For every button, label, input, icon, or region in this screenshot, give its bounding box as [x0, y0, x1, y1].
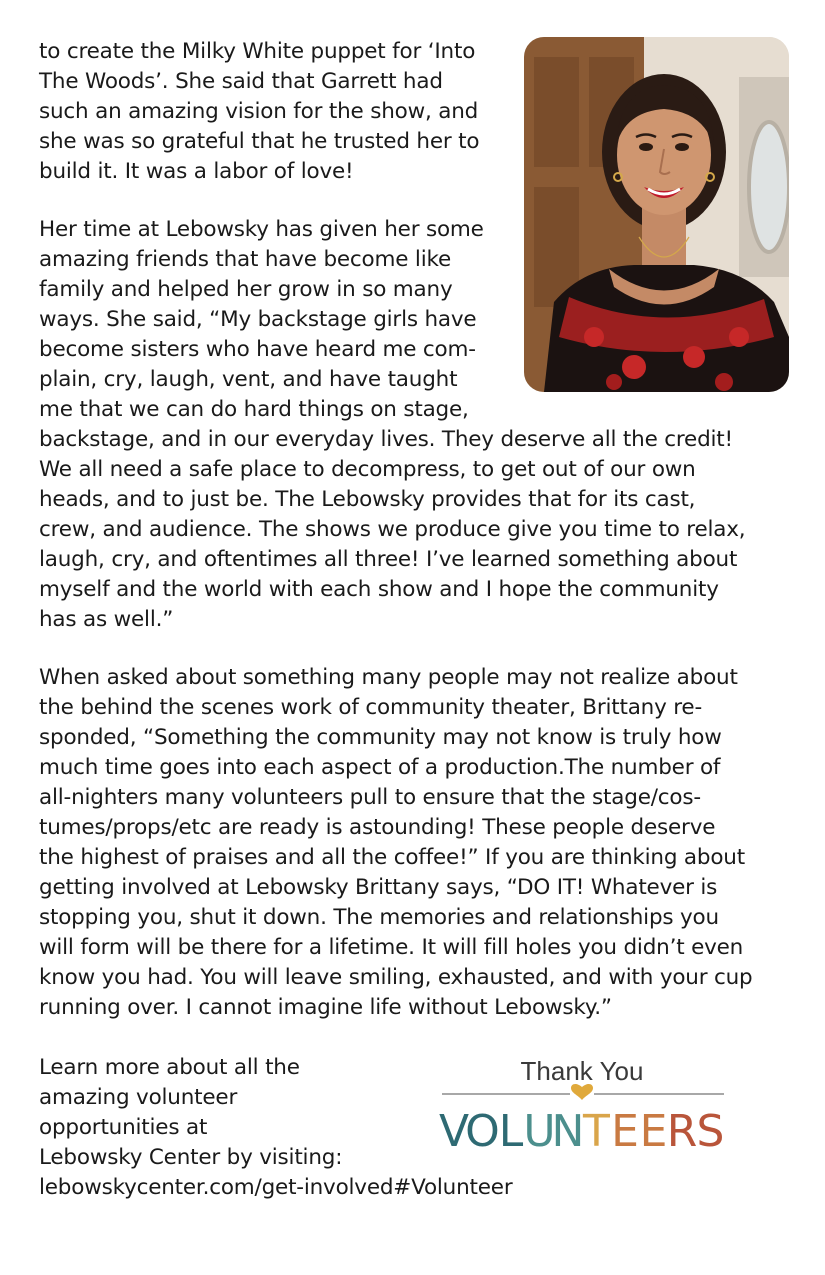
intro-line: build it. It was a labor of love!	[39, 159, 354, 184]
logo-letter: L	[498, 1106, 524, 1157]
paragraph-line: ways. She said, “My backstage girls have	[39, 307, 477, 332]
paragraph-line: tumes/props/etc are ready is astounding! These people deserve	[39, 815, 716, 840]
intro-line: she was so grateful that he trusted her to	[39, 129, 480, 154]
paragraph-line: myself and the world with each show and I hope the community	[39, 577, 719, 602]
footer-line: opportunities at	[39, 1115, 208, 1140]
logo-thank-you-text: Thank You	[520, 1056, 644, 1086]
paragraph-line: We all need a safe place to decompress, to get out of our own	[39, 457, 696, 482]
logo-letter: O	[465, 1106, 500, 1157]
logo-letter: N	[551, 1106, 585, 1157]
paragraph-line: all-nighters many volunteers pull to ensure that the stage/cos-	[39, 785, 701, 810]
logo-letter: E	[639, 1106, 668, 1157]
paragraph-line: When asked about something many people may not realize about	[39, 665, 738, 690]
footer-line: amazing volunteer	[39, 1085, 238, 1110]
paragraph-line: me that we can do hard things on stage,	[39, 397, 469, 422]
portrait-illustration	[524, 37, 789, 392]
logo-graphic	[432, 1050, 732, 1160]
intro-line: to create the Milky White puppet for ‘Into	[39, 39, 476, 64]
logo-letter: V	[438, 1106, 470, 1157]
volunteer-link[interactable]: lebowskycenter.com/get-involved#Volunteer	[39, 1175, 513, 1200]
paragraph-line: getting involved at Lebowsky Brittany says, “DO IT! Whatever is	[39, 875, 718, 900]
volunteers-word	[439, 1106, 725, 1157]
logo-letter: E	[611, 1106, 639, 1157]
intro-line: The Woods’. She said that Garrett had	[39, 69, 443, 94]
intro-line: such an amazing vision for the show, and	[39, 99, 479, 124]
portrait-photo	[524, 37, 789, 392]
logo-letter: T	[583, 1106, 610, 1157]
logo-letter: S	[696, 1106, 725, 1157]
footer-line: Lebowsky Center by visiting:	[39, 1145, 343, 1170]
thank-you-volunteers-logo	[432, 1050, 732, 1160]
paragraph-line: stopping you, shut it down. The memories and relationships you	[39, 905, 719, 930]
paragraph-line: has as well.”	[39, 607, 174, 632]
paragraph-line: will form will be there for a lifetime. It will fill holes you didn’t even	[39, 935, 744, 960]
paragraph-line: become sisters who have heard me com-	[39, 337, 476, 362]
footer-line: Learn more about all the	[39, 1055, 300, 1080]
paragraph-line: laugh, cry, and oftentimes all three! I’ve learned something about	[39, 547, 738, 572]
paragraph-line: much time goes into each aspect of a production.The number of	[39, 755, 721, 780]
logo-letter: U	[523, 1106, 556, 1157]
paragraph-line: the behind the scenes work of community theater, Brittany re-	[39, 695, 703, 720]
paragraph-line: the highest of praises and all the coffee!” If you are thinking about	[39, 845, 745, 870]
paragraph-line: crew, and audience. The shows we produce give you time to relax,	[39, 517, 746, 542]
paragraph-line: heads, and to just be. The Lebowsky provides that for its cast,	[39, 487, 696, 512]
heart-icon	[571, 1084, 593, 1100]
paragraph-line: running over. I cannot imagine life without Lebowsky.”	[39, 995, 612, 1020]
paragraph-line: backstage, and in our everyday lives. They deserve all the credit!	[39, 427, 733, 452]
paragraph-line: sponded, “Something the community may not know is truly how	[39, 725, 722, 750]
logo-letter: R	[666, 1106, 698, 1157]
paragraph-line: amazing friends that have become like	[39, 247, 451, 272]
paragraph-line: family and helped her grow in so many	[39, 277, 453, 302]
paragraph-line: know you had. You will leave smiling, exhausted, and with your cup	[39, 965, 753, 990]
paragraph-line: plain, cry, laugh, vent, and have taught	[39, 367, 458, 392]
paragraph-line: Her time at Lebowsky has given her some	[39, 217, 484, 242]
